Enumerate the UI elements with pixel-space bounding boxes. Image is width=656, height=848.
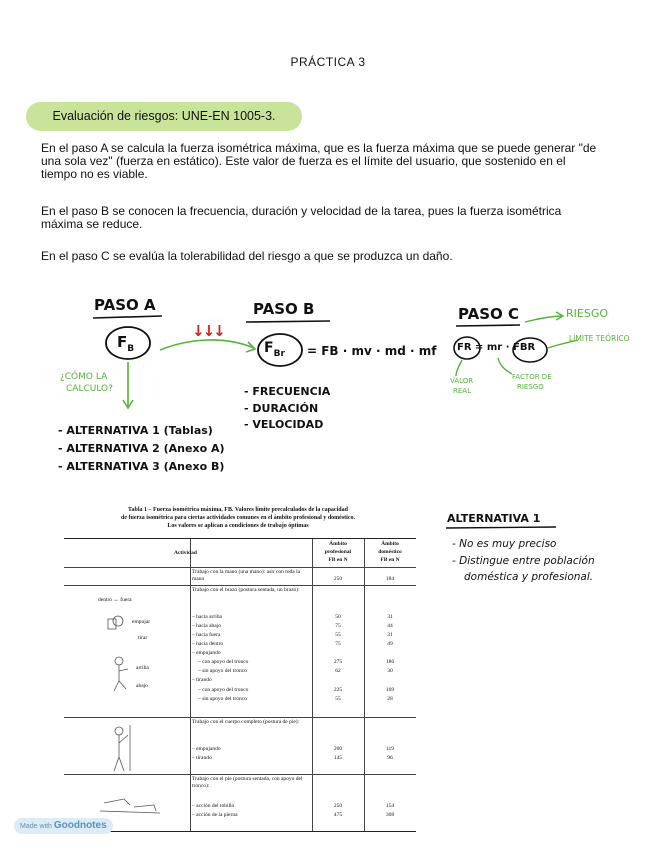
row-prof: 75: [335, 623, 341, 629]
alternativa-1-note-1: - No es muy preciso: [452, 538, 557, 550]
paso-c-label: PASO C: [458, 305, 520, 323]
row-prof: 200: [333, 746, 343, 752]
row-dom: 184: [385, 576, 395, 582]
table-caption: Tabla 1 – Fuerza isométrica máxima, FB. Valores límite precalculados de la capacidad de fuerza isométrica para ciertas actividades comunes en el ámbito profesional y doméstico. Los valores se aplican a condiciones de trabajo óptimas: [120, 507, 356, 529]
fig-label-arriba: arriba: [136, 665, 149, 671]
header-prof-3: FB en N: [328, 557, 348, 563]
row-prof: 50: [335, 614, 341, 620]
fig-label-tirar: tirar: [138, 635, 148, 641]
row-text: – con apoyo del tronco: [198, 659, 249, 665]
header-prof-2: profesional: [324, 549, 352, 555]
riesgo-label: RIESGO: [566, 307, 609, 320]
table-figures: [64, 585, 190, 831]
row-text: – empujando: [192, 746, 221, 752]
red-arrows: ↓↓↓: [192, 322, 224, 340]
row-prof: 475: [333, 812, 343, 818]
header-dom-2: doméstico: [378, 549, 402, 555]
row-text: – hacia abajo: [192, 623, 222, 629]
row-prof: 225: [333, 687, 343, 693]
formula-paso-c: FR = mr · FBR: [457, 342, 536, 353]
row-prof: 75: [335, 641, 341, 647]
page-title: PRÁCTICA 3: [290, 55, 366, 69]
row-dom: 30: [387, 668, 393, 674]
fig-label-dentro-fuera: dentro ↔ fuera: [98, 597, 132, 603]
row-dom: 308: [385, 812, 395, 818]
row-text: – tirando: [192, 677, 212, 683]
alternative-2: - ALTERNATIVA 2 (Anexo A): [58, 442, 225, 455]
section-heading: Evaluación de riesgos: UNE-EN 1005-3.: [26, 102, 302, 131]
row-prof: 250: [333, 803, 343, 809]
row-text: – hacia dentro: [192, 641, 224, 647]
limite-teorico-label: LÍMITE TEÓRICO: [569, 334, 630, 343]
row-dom: 44: [387, 623, 393, 629]
row-prof: 145: [333, 755, 343, 761]
alternativa-1-note-2: - Distingue entre población: [452, 555, 595, 567]
paso-b-item-frecuencia: - FRECUENCIA: [244, 385, 331, 398]
valor-real-line1: VALOR: [450, 377, 474, 385]
alternativa-1-note-3: doméstica y profesional.: [464, 571, 594, 583]
fbr-symbol: $F_{Br}$: [264, 340, 285, 359]
row-text: – acción del tobillo: [192, 803, 235, 809]
alternativa-1-title: ALTERNATIVA 1: [447, 512, 541, 525]
paragraph-paso-c: En el paso C se evalúa la tolerabilidad del riesgo a que se produzca un daño.: [41, 249, 453, 263]
row-prof: 275: [333, 659, 343, 665]
row-text: – con apoyo del tronco: [198, 687, 249, 693]
row-dom: 31: [387, 632, 393, 638]
row-text: – sin apoyo del tronco: [198, 696, 247, 702]
formula-paso-b: = FB · mv · md · mf: [307, 344, 437, 358]
fig-label-abajo: abajo: [136, 683, 148, 689]
row-text: Trabajo con el brazo (postura sentada, un brazo):: [192, 587, 300, 593]
fig-label-empujar: empujar: [132, 619, 151, 625]
row-dom: 31: [387, 614, 393, 620]
header-dom-3: FB en N: [380, 557, 400, 563]
row-text: – acción de la pierna: [192, 812, 238, 818]
como-calculo-line2: CALCULO?: [66, 384, 113, 394]
row-dom: 186: [385, 659, 395, 665]
valor-real-line2: REAL: [453, 387, 471, 395]
paso-a-label: PASO A: [94, 296, 156, 314]
goodnotes-watermark: Made with Goodnotes: [14, 818, 113, 834]
row-prof: 250: [333, 576, 343, 582]
row-text: Trabajo con el pie (postura sentada, con apoyo del tronco):: [192, 776, 303, 789]
paso-b-item-duracion: - DURACIÓN: [244, 402, 319, 415]
row-text: Trabajo con la mano (una mano): asir con toda la mano: [192, 569, 301, 582]
row-text: – tirando: [192, 755, 212, 761]
row-text: – hacia arriba: [192, 614, 222, 620]
header-dom-1: Ámbito: [381, 541, 399, 547]
row-prof: 55: [335, 696, 341, 702]
row-prof: 55: [335, 632, 341, 638]
row-text: – empujando: [192, 650, 221, 656]
row-dom: 154: [385, 803, 395, 809]
factor-riesgo-line1: FACTOR DE: [512, 373, 552, 381]
header-activity: Actividad: [174, 550, 197, 556]
alternative-1: - ALTERNATIVA 1 (Tablas): [58, 424, 213, 437]
paso-b-label: PASO B: [253, 300, 315, 318]
como-calculo-line1: ¿CÓMO LA: [60, 372, 108, 382]
header-prof-1: Ámbito: [329, 541, 347, 547]
row-dom: 49: [387, 641, 393, 647]
paragraph-paso-a: En el paso A se calcula la fuerza isométrica máxima, que es la fuerza máxima que se puede generar "de una sola vez" (fuerza en estático). Este valor de fuerza es el límite del usuario, que sostenido en el tiempo no es viable.: [41, 141, 597, 181]
row-text: – sin apoyo del tronco: [198, 668, 247, 674]
paragraph-paso-b: En el paso B se conocen la frecuencia, duración y velocidad de la tarea, pues la fuerza isométrica máxima se reduce.: [41, 204, 562, 231]
force-table: [64, 538, 416, 832]
row-dom: 169: [385, 687, 395, 693]
row-text: Trabajo con el cuerpo completo (postura de pie):: [192, 719, 300, 725]
row-dom: 96: [387, 755, 393, 761]
row-prof: 62: [335, 668, 341, 674]
fb-symbol: $F_B$: [117, 333, 135, 354]
row-text: – hacia fuera: [192, 632, 221, 638]
row-dom: 119: [385, 746, 395, 752]
alternative-3: - ALTERNATIVA 3 (Anexo B): [58, 460, 225, 473]
row-dom: 28: [387, 696, 393, 702]
paso-b-item-velocidad: - VELOCIDAD: [244, 418, 324, 431]
factor-riesgo-line2: RIESGO: [517, 383, 544, 391]
